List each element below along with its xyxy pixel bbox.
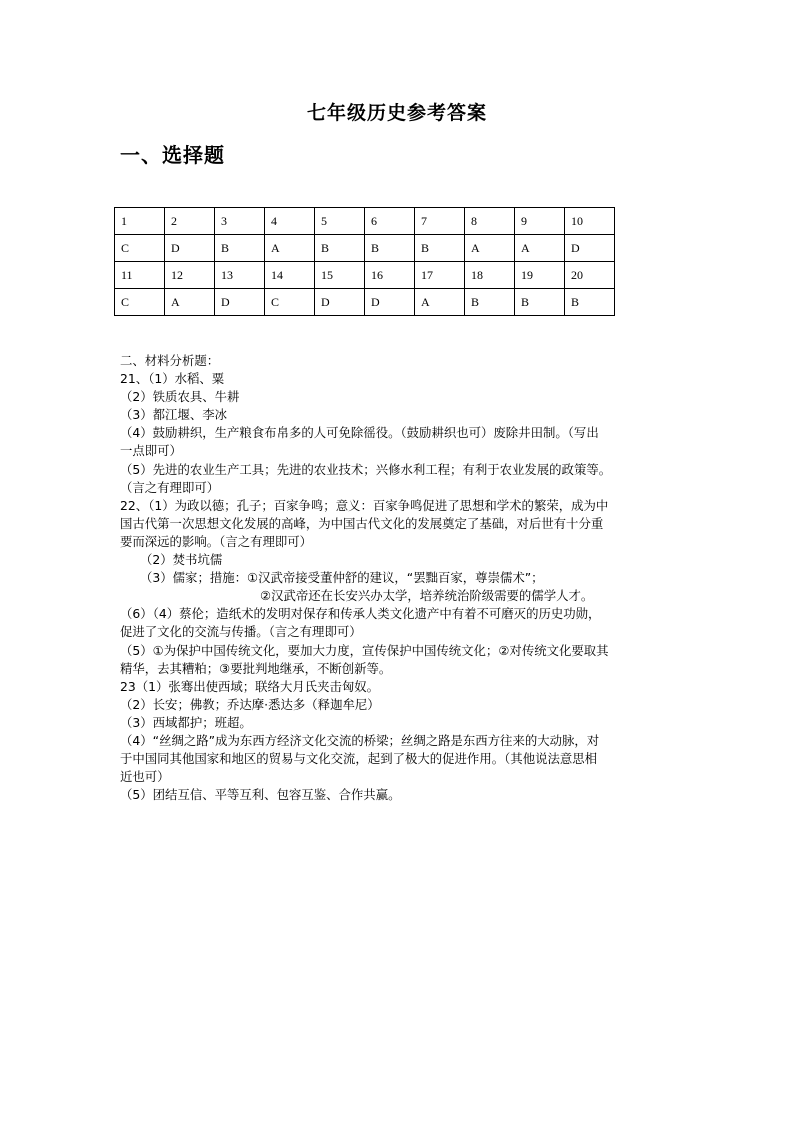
table-cell: D [215, 289, 265, 316]
table-row-numbers-2 [115, 262, 615, 289]
table-cell: A [265, 235, 315, 262]
table-cell: B [215, 235, 265, 262]
answer-line: 要而深远的影响。（言之有理即可） [120, 533, 313, 549]
table-cell: A [465, 235, 515, 262]
table-cell: D [565, 235, 615, 262]
answer-line: （2）长安；佛教；乔达摩·悉达多（释迦牟尼） [120, 696, 380, 712]
table-cell: B [465, 289, 515, 316]
answer-line: ②汉武帝还在长安兴办太学，培养统治阶级需要的儒学人才。 [260, 588, 594, 604]
table-cell: D [315, 289, 365, 316]
answer-line: 22、（1）为政以德；孔子；百家争鸣；意义：百家争鸣促进了思想和学术的繁荣，成为中 [120, 497, 609, 513]
answer-line: （5）团结互信、平等互利、包容互鉴、合作共赢。 [120, 787, 401, 803]
table-cell: A [165, 289, 215, 316]
table-cell: C [115, 235, 165, 262]
answer-line: 21、（1）水稻、粟 [120, 371, 225, 387]
answer-line: （6）（4）蔡伦；造纸术的发明对保存和传承人类文化遗产中有着不可磨灭的历史功勋， [120, 606, 601, 622]
analysis-section [120, 352, 680, 804]
table-row-answers-2 [115, 289, 615, 316]
answer-line: 一点即可） [120, 443, 182, 459]
answer-table [114, 207, 615, 316]
section-heading-analysis: 二、材料分析题： [120, 353, 220, 368]
answer-line: （2）焚书坑儒 [140, 552, 223, 568]
table-cell: D [365, 289, 415, 316]
table-cell: D [165, 235, 215, 262]
table-row-numbers-1 [115, 208, 615, 235]
table-row-answers-1 [115, 235, 615, 262]
answer-line: 精华，去其糟粕；③要批判地继承，不断创新等。 [120, 660, 392, 676]
table-cell: 8 [465, 208, 515, 235]
table-cell: 19 [515, 262, 565, 289]
table-cell: 18 [465, 262, 515, 289]
table-cell: 5 [315, 208, 365, 235]
page-title: 七年级历史参考答案 [306, 102, 487, 124]
table-cell: A [415, 289, 465, 316]
table-cell: B [315, 235, 365, 262]
table-cell: 4 [265, 208, 315, 235]
answer-line: （5）先进的农业生产工具；先进的农业技术；兴修水利工程；有利于农业发展的政策等。 [120, 461, 612, 477]
answer-line: 国古代第一次思想文化发展的高峰，为中国古代文化的发展奠定了基础，对后世有十分重 [120, 515, 604, 531]
answer-line: （4）鼓励耕织，生产粮食布帛多的人可免除徭役。（鼓励耕织也可）废除井田制。（写出 [120, 425, 599, 441]
answer-line: 于中国同其他国家和地区的贸易与文化交流，起到了极大的促进作用。（其他说法意思相 [120, 751, 598, 767]
table-cell: 9 [515, 208, 565, 235]
table-cell: C [265, 289, 315, 316]
table-cell: 14 [265, 262, 315, 289]
table-cell: C [115, 289, 165, 316]
table-cell: 20 [565, 262, 615, 289]
table-cell: B [515, 289, 565, 316]
table-cell: 1 [115, 208, 165, 235]
table-cell: A [515, 235, 565, 262]
answer-line: 近也可） [120, 769, 170, 785]
table-cell: 16 [365, 262, 415, 289]
answer-line: （4）“丝绸之路”成为东西方经济文化交流的桥梁；丝绸之路是东西方往来的大动脉，对 [120, 732, 600, 748]
answer-line: （3）儒家；措施：①汉武帝接受董仲舒的建议，“罢黜百家，尊崇儒术”； [140, 570, 544, 586]
table-cell: 2 [165, 208, 215, 235]
table-cell: 12 [165, 262, 215, 289]
table-cell: 15 [315, 262, 365, 289]
table-cell: 13 [215, 262, 265, 289]
answer-line: 促进了文化的交流与传播。（言之有理即可） [120, 624, 362, 640]
answer-line: （3）西域都护；班超。 [120, 714, 252, 730]
table-cell: B [365, 235, 415, 262]
answer-line: 23（1）张骞出使西域；联络大月氏夹击匈奴。 [120, 678, 380, 694]
table-cell: 11 [115, 262, 165, 289]
answer-line: （3）都江堰、李冰 [120, 407, 228, 423]
section-heading-choice: 一、选择题 [120, 143, 225, 167]
table-cell: 17 [415, 262, 465, 289]
answer-line: （5）①为保护中国传统文化，要加大力度，宣传保护中国传统文化；②对传统文化要取其 [120, 642, 609, 658]
table-cell: 10 [565, 208, 615, 235]
answer-line: （2）铁质农具、牛耕 [120, 389, 240, 405]
table-cell: 7 [415, 208, 465, 235]
table-cell: B [415, 235, 465, 262]
table-cell: B [565, 289, 615, 316]
answer-line: （言之有理即可） [120, 479, 220, 495]
table-cell: 3 [215, 208, 265, 235]
table-cell: 6 [365, 208, 415, 235]
